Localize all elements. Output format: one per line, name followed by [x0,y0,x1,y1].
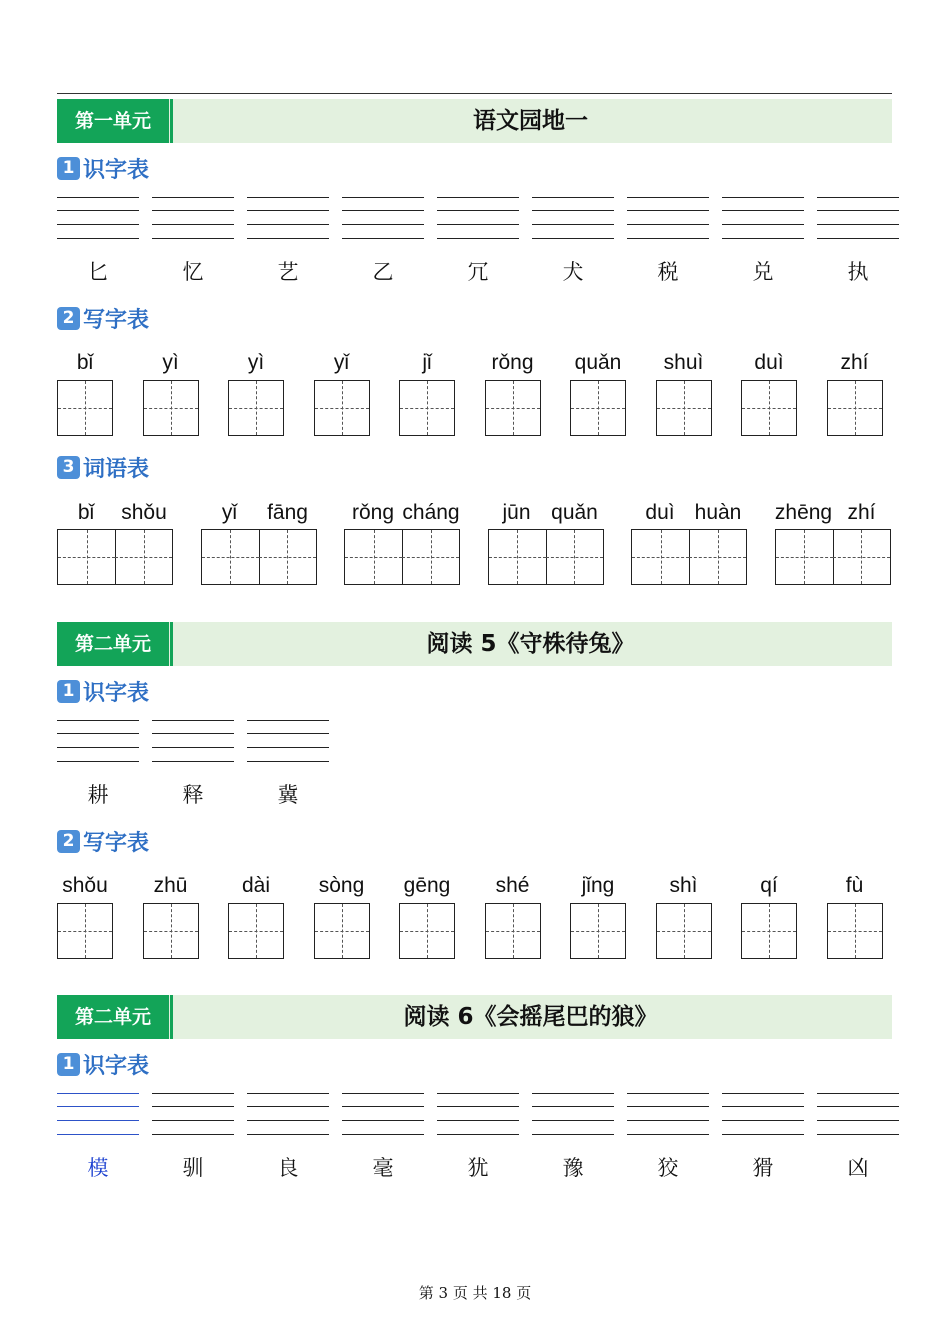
writing-lines[interactable] [342,1093,424,1135]
lesson-title: 语文园地一 [473,108,588,134]
character: 乙 [372,260,394,284]
box-cell[interactable] [776,530,834,584]
box-cell[interactable] [202,530,260,584]
character: 艺 [277,260,299,284]
box-cell[interactable] [259,530,316,584]
tianzige-box[interactable] [656,903,712,959]
writing-lines[interactable] [627,197,709,239]
box-cell[interactable] [345,530,403,584]
box-cell[interactable] [833,530,890,584]
section-label: 识字表 [83,680,150,706]
character: 匕 [87,260,109,284]
section-ciyu-1 [57,454,149,480]
writing-lines[interactable] [152,197,234,239]
pinyin: rǒng [491,351,534,374]
box-cell[interactable] [546,530,603,584]
tianzige-box[interactable] [485,903,541,959]
character: 狡 [657,1156,679,1180]
character: 驯 [182,1156,204,1180]
tianzige-box[interactable] [228,903,284,959]
tianzige-box[interactable] [314,903,370,959]
pinyin: quǎn [574,351,622,374]
character: 冗 [467,260,489,284]
writing-lines[interactable] [247,197,329,239]
tianzige-box[interactable] [741,380,797,436]
tianzige-box[interactable] [485,380,541,436]
tianzige-box[interactable] [228,380,284,436]
word-box[interactable] [344,529,460,585]
pinyin: jūn [502,501,531,524]
box-cell[interactable] [489,530,547,584]
section-number-badge: 2 [57,830,80,853]
word-box[interactable] [201,529,317,585]
section-number-badge: 3 [57,456,80,479]
word-box[interactable] [57,529,173,585]
box-cell[interactable] [58,530,116,584]
unit-header-3 [57,995,892,1039]
writing-lines[interactable] [152,1093,234,1135]
section-label: 识字表 [83,157,150,183]
section-shizi-3 [57,1051,149,1077]
box-cell[interactable] [402,530,459,584]
unit-header-2 [57,622,892,666]
character: 冀 [277,783,299,807]
pinyin: quǎn [551,501,598,524]
tianzige-box[interactable] [57,903,113,959]
pinyin: yì [247,351,265,374]
pinyin: zhí [840,351,869,374]
pinyin: duì [754,351,784,374]
pinyin: huàn [694,501,742,524]
character: 税 [657,260,679,284]
character: 毫 [372,1156,394,1180]
writing-lines[interactable] [532,1093,614,1135]
section-label: 写字表 [83,830,150,856]
top-rule [57,93,892,94]
section-number-badge: 1 [57,1053,80,1076]
writing-lines[interactable] [57,720,139,762]
writing-lines[interactable] [247,1093,329,1135]
writing-lines[interactable] [437,197,519,239]
tianzige-box[interactable] [57,380,113,436]
character: 执 [847,260,869,284]
character: 良 [277,1156,299,1180]
tianzige-box[interactable] [570,903,626,959]
character: 模 [87,1156,109,1180]
unit-label: 第二单元 [57,995,169,1039]
tianzige-box[interactable] [656,380,712,436]
tianzige-box[interactable] [827,380,883,436]
tianzige-box[interactable] [399,380,455,436]
pinyin: jǐ [422,351,432,374]
pinyin: yì [162,351,179,374]
section-number-badge: 1 [57,157,80,180]
lesson-title: 阅读 5《守株待兔》 [426,631,635,657]
unit-label: 第一单元 [57,99,169,143]
page-footer: 第 3 页 共 18 页 [418,1284,532,1302]
pinyin: duì [645,501,675,524]
character: 兑 [752,260,774,284]
section-label: 识字表 [83,1053,150,1079]
box-cell[interactable] [689,530,746,584]
section-number-badge: 2 [57,307,80,330]
word-box[interactable] [631,529,747,585]
writing-lines[interactable] [722,197,804,239]
box-cell[interactable] [115,530,172,584]
pinyin: fù [845,874,864,897]
section-number-badge: 1 [57,680,80,703]
tianzige-box[interactable] [827,903,883,959]
pinyin: bǐ [76,351,94,374]
character: 豫 [562,1156,584,1180]
character: 凶 [847,1156,869,1180]
pinyin: shuì [663,351,704,374]
writing-lines[interactable] [437,1093,519,1135]
pinyin: cháng [402,501,460,524]
tianzige-box[interactable] [741,903,797,959]
character: 犹 [467,1156,489,1180]
writing-lines[interactable] [247,720,329,762]
pinyin: bǐ [77,501,95,524]
writing-lines[interactable] [817,1093,899,1135]
pinyin: rǒng [351,501,395,524]
writing-lines[interactable] [57,197,139,239]
pinyin: shì [669,874,698,897]
section-xiezi-1 [57,305,149,331]
section-xiezi-2 [57,828,149,854]
character: 忆 [182,260,204,284]
pinyin: shǒu [121,501,167,524]
unit-label: 第二单元 [57,622,169,666]
pinyin: yǐ [221,501,238,524]
pinyin: gēng [403,874,451,897]
character: 释 [182,783,204,807]
character: 犬 [562,260,584,284]
character: 猾 [752,1156,774,1180]
pinyin: fāng [267,501,308,524]
lesson-title: 阅读 6《会摇尾巴的狼》 [403,1004,658,1030]
pinyin: zhí [847,501,876,524]
pinyin: yǐ [333,351,350,374]
writing-lines[interactable] [532,197,614,239]
pinyin: qí [760,874,778,897]
word-box[interactable] [488,529,604,585]
unit-header-1 [57,99,892,143]
section-label: 写字表 [83,307,150,333]
pinyin: shé [495,874,530,897]
character: 耕 [87,783,109,807]
section-shizi-1 [57,155,149,181]
writing-lines[interactable] [627,1093,709,1135]
tianzige-box[interactable] [314,380,370,436]
pinyin: jǐng [581,874,615,897]
writing-lines[interactable] [342,197,424,239]
pinyin: zhū [153,874,188,897]
section-shizi-2 [57,678,149,704]
writing-lines[interactable] [722,1093,804,1135]
box-cell[interactable] [632,530,690,584]
writing-lines[interactable] [817,197,899,239]
pinyin: zhēng [774,501,833,524]
tianzige-box[interactable] [399,903,455,959]
tianzige-box[interactable] [143,380,199,436]
tianzige-box[interactable] [143,903,199,959]
pinyin: shǒu [62,874,108,897]
word-box[interactable] [775,529,891,585]
writing-lines[interactable] [152,720,234,762]
writing-lines[interactable] [57,1093,139,1135]
pinyin: sòng [318,874,365,897]
pinyin: dài [241,874,271,897]
section-label: 词语表 [83,456,150,482]
tianzige-box[interactable] [570,380,626,436]
